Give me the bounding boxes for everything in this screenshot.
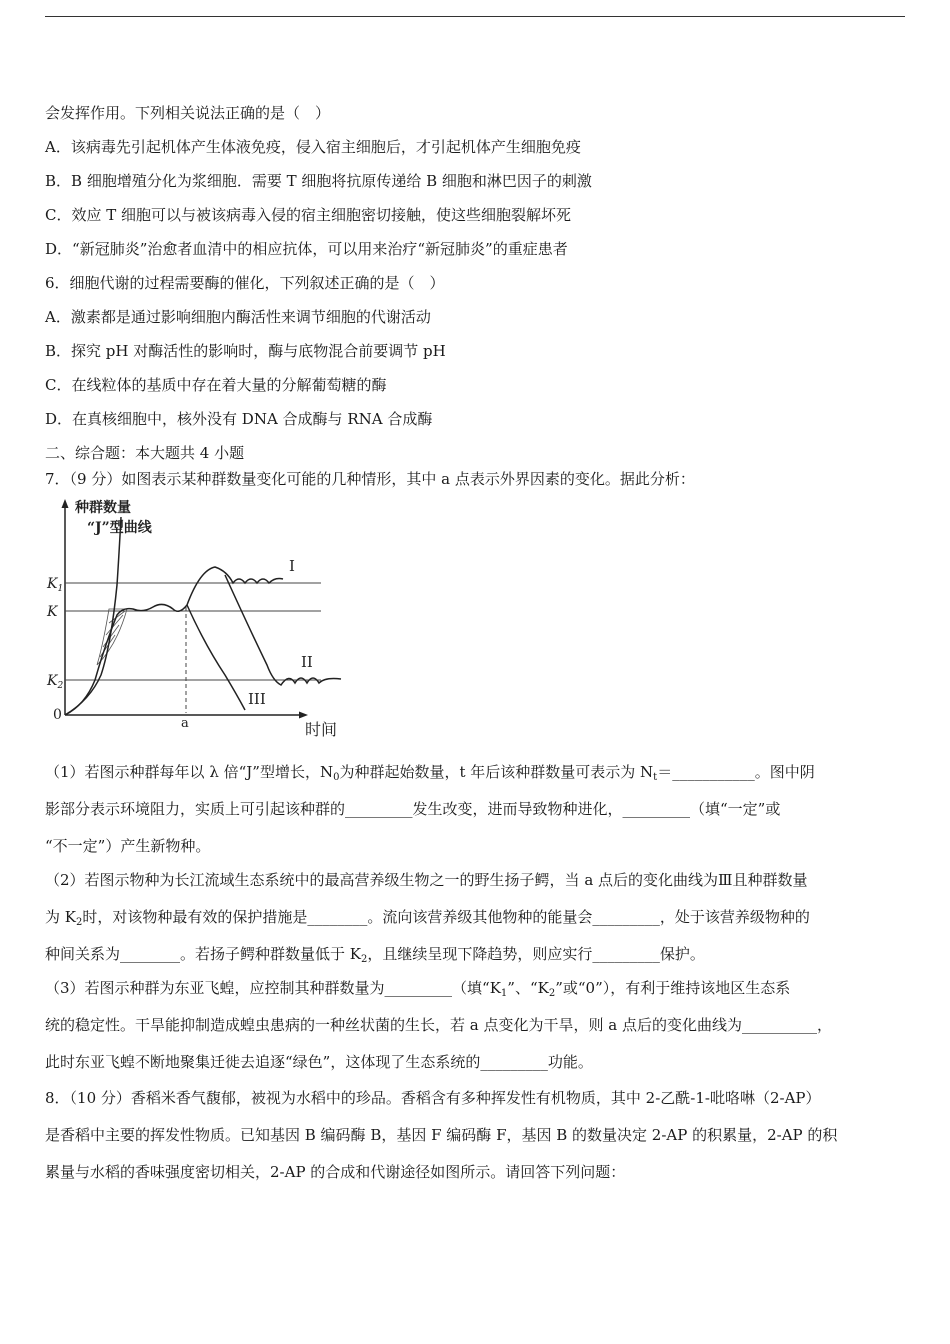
k-label: K <box>47 604 58 620</box>
x-axis-arrow <box>299 712 308 719</box>
option-6b: B．探究 pH 对酶活性的影响时，酶与底物混合前要调节 pH <box>45 342 446 360</box>
population-curve-diagram <box>45 495 365 745</box>
population-growth-figure <box>45 495 365 745</box>
q7-part2-line1: （2）若图示物种为长江流域生态系统中的最高营养级生物之一的野生扬子鳄，当 a 点后的变化曲线为Ⅲ且种群数量 <box>45 871 808 889</box>
question-8-line3: 累量与水稻的香味强度密切相关，2-AP 的合成和代谢途径如图所示。请回答下列问题： <box>45 1163 626 1181</box>
option-5c: C．效应 T 细胞可以与被该病毒入侵的宿主细胞密切接触，使这些细胞裂解坏死 <box>45 206 572 224</box>
q7-part3-line2: 统的稳定性。干旱能抑制造成蝗虫患病的一种丝状菌的生长，若 a 点变化为干旱，则 a 点后的变化曲线为__________， <box>45 1016 832 1034</box>
s-curve <box>65 604 187 715</box>
option-6d: D．在真核细胞中，核外没有 DNA 合成酶与 RNA 合成酶 <box>45 410 433 428</box>
option-6c: C．在线粒体的基质中存在着大量的分解葡萄糖的酶 <box>45 376 387 394</box>
option-6a: A．激素都是通过影响细胞内酶活性来调节细胞的代谢活动 <box>45 308 431 326</box>
q7-part3-line1: （3）若图示种群为东亚飞蝗，应控制其种群数量为_________（填“$K_1$”、“$K_2$”或“0”），有利于维持该地区生态系 <box>45 979 791 999</box>
section-heading: 二、综合题：本大题共 4 小题 <box>45 444 245 462</box>
q7-part3-line3: 此时东亚飞蝗不断地聚集迁徙去追逐“绿色”，这体现了生态系统的_________功能。 <box>45 1053 593 1071</box>
option-5a: A．该病毒先引起机体产生体液免疫，侵入宿主细胞后，才引起机体产生细胞免疫 <box>45 138 581 156</box>
y-axis-arrow <box>62 499 69 508</box>
q7-part2-line2: 为 $K_2$时，对该物种最有效的保护措施是________。流向该营养级其他物种的能量会_________，处于该营养级物种的 <box>45 908 810 928</box>
k2-label: $K_2$ <box>47 673 64 691</box>
curve-iii <box>187 605 245 710</box>
x-axis-label: 时间 <box>305 720 338 739</box>
curve-ii-label: II <box>301 653 313 671</box>
curve-iii-label: III <box>248 690 266 708</box>
question-6-stem: 6．细胞代谢的过程需要酶的催化，下列叙述正确的是（ ） <box>45 274 445 292</box>
a-label: a <box>181 716 189 731</box>
curve-i-label: I <box>289 557 295 575</box>
curve-i <box>187 567 283 605</box>
option-5d: D．“新冠肺炎”治愈者血清中的相应抗体，可以用来治疗“新冠肺炎”的重症患者 <box>45 240 568 258</box>
j-curve-label: “J”型曲线 <box>87 520 152 536</box>
option-5b: B．B 细胞增殖分化为浆细胞．需要 T 细胞将抗原传递给 B 细胞和淋巴因子的刺激 <box>45 172 592 190</box>
q7-part2-line3: 种间关系为________。若扬子鳄种群数量低于 $K_2$，且继续呈现下降趋势，则应实行_________保护。 <box>45 945 705 965</box>
q7-part1-line3: “不一定”）产生新物种。 <box>45 837 211 855</box>
origin-label: 0 <box>53 707 62 723</box>
question-5-stem-tail: 会发挥作用。下列相关说法正确的是（ ） <box>45 104 331 122</box>
k1-label: $K_1$ <box>47 576 64 594</box>
question-8-line2: 是香稻中主要的挥发性物质。已知基因 B 编码酶 B，基因 F 编码酶 F，基因 B 的数量决定 2-AP 的积累量，2-AP 的积 <box>45 1126 838 1144</box>
question-7-stem: 7．（9 分）如图表示某种群数量变化可能的几种情形，其中 a 点表示外界因素的变化。据此分析： <box>45 470 695 488</box>
curve-ii <box>225 575 341 685</box>
q7-part1-line2: 影部分表示环境阻力，实质上可引起该种群的_________发生改变，进而导致物种进化，_________（填“一定”或 <box>45 800 781 818</box>
q7-part1-line1: （1）若图示种群每年以 λ 倍“J”型增长，$N_0$为种群起始数量，t 年后该种群数量可表示为 $N_t=\_\_\_\_\_\_\_\_\_\_\_$。图中阴 <box>45 763 815 783</box>
header-rule <box>45 16 905 17</box>
y-axis-label: 种群数量 <box>75 500 131 516</box>
question-8-line1: 8．（10 分）香稻米香气馥郁，被视为水稻中的珍品。香稻含有多种挥发性有机物质，其中 2-乙酰-1-吡咯啉（2-AP） <box>45 1089 821 1107</box>
